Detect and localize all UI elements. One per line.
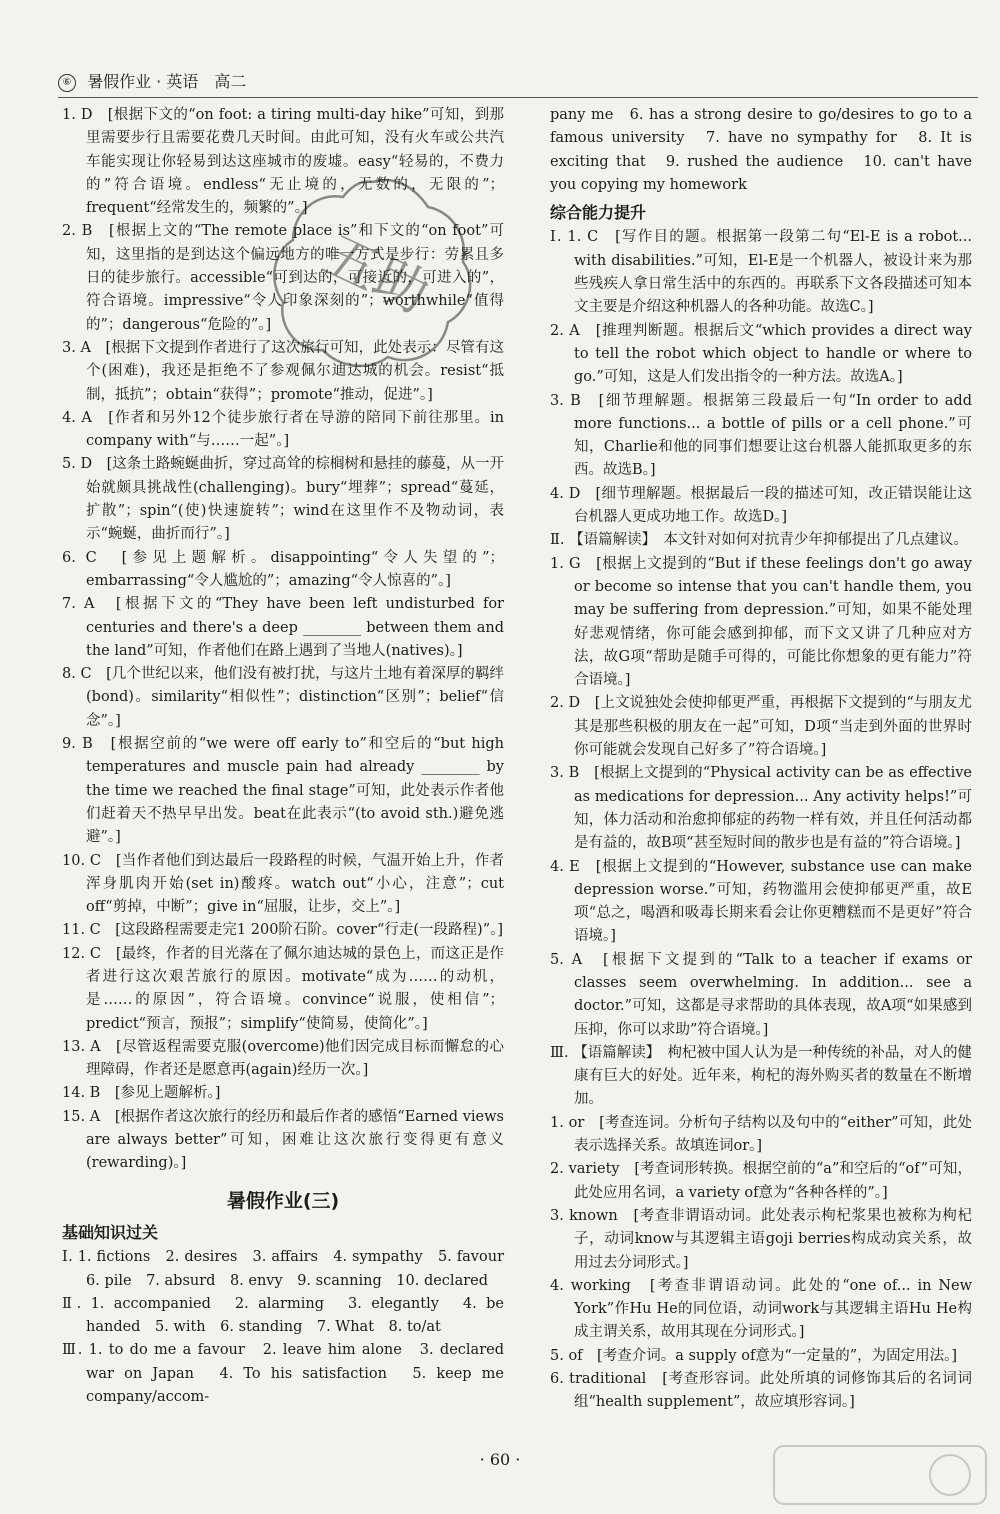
stamp-text: 五助 bbox=[314, 222, 439, 326]
answer-item: Ⅱ. 1. accompanied 2. alarming 3. elegantly 4. be handed 5. with 6. standing 7. What 8. to/at bbox=[62, 1295, 504, 1336]
answer-list-right bbox=[550, 226, 972, 1414]
answer-item: Ⅰ. 1. C [写作目的题。根据第一段第二句“El-E is a robot... with disabilities.”可知，El-E是一个机器人，被设计来为那些残疾人拿日常生活中的东西的。再联系下文各段描述可知本文主要是介绍这种机器人的各种功能。故选C。] bbox=[550, 229, 972, 316]
answer-item: 11. C [这段路程需要走完1 200阶石阶。cover“行走(一段路程)”。] bbox=[62, 922, 504, 939]
answer-list-left bbox=[62, 104, 504, 1176]
continued-answer: pany me 6. has a strong desire to go/desires to go to a famous university 7. have no sympathy for 8. It is exciting that 9. rushed the audience 10. can't have you copying my homework bbox=[550, 107, 972, 193]
answer-item: 12. C [最终，作者的目光落在了佩尔迪达城的景色上，而这正是作者进行这次艰苦旅行的原因。motivate“成为……的动机，是……的原因”，符合语境。convince“说服，使相信”；predict“预言，预报”；simplify“使简易，使简化”。] bbox=[62, 945, 504, 1032]
advanced-section-title: 综合能力提升 bbox=[550, 203, 647, 223]
answer-item: 4. E [根据上文提到的“However, substance use can make depression worse.”可知，药物滥用会使抑郁更严重，故E项“总之，喝酒和吸毒长期来看会让你更糟糕而不是更好”符合语境。] bbox=[550, 858, 972, 945]
answer-item: 5. A [根据下文提到的“Talk to a teacher if exams or classes seem overwhelming. In addition... see a doctor.”可知，这都是寻求帮助的具体表现，故A项“如果感到压抑，你可以求助”符合语境。] bbox=[550, 951, 972, 1038]
page-number: · 60 · bbox=[479, 1450, 521, 1469]
answer-item: 5. D [这条土路蜿蜒曲折，穿过高耸的棕榈树和悬挂的藤蔓，从一开始就颇具挑战性(challenging)。bury“埋葬”；spread“蔓延，扩散”；spin“(使)快速旋转”；wind在这里作不及物动词，表示“蜿蜒，曲折而行”。] bbox=[62, 456, 504, 543]
answer-item: 2. D [上文说独处会使抑郁更严重，再根据下文提到的“与朋友尤其是那些积极的朋友在一起”可知，D项“当走到外面的世界时你可能就会发现自己好多了”符合语境。] bbox=[550, 695, 972, 759]
right-column bbox=[550, 104, 972, 1415]
answer-item: 3. B [细节理解题。根据第三段最后一句“In order to add more functions... a bottle of pills or a cell phone.”可知，Charlie和他的同事们想要让这台机器人能抓取更多的东西。故选B。] bbox=[550, 392, 972, 479]
answer-item: Ⅲ. 【语篇解读】 枸杞被中国人认为是一种传统的补品，对人的健康有巨大的好处。近年来，枸杞的海外购买者的数量在不断增加。 bbox=[550, 1044, 972, 1108]
header-rule bbox=[58, 97, 978, 98]
answer-item: 5. of [考查介词。a supply of意为“一定量的”，为固定用法。] bbox=[550, 1347, 958, 1364]
answer-item: 2. B [根据上文的“The remote place is”和下文的“on foot”可知，这里指的是到达这个偏远地方的唯一方式是步行：劳累且多日的徒步旅行。accessible“可到达的，可接近的，可进入的”，符合语境。impressive“令人印象深刻的”；worthwhile“值得的”；dangerous“危险的”。] bbox=[62, 223, 504, 333]
answer-item: 9. B [根据空前的“we were off early to”和空后的“but high temperatures and muscle pain had already ________ by the time we reached the final stage”可知，此处表示作者他们赶着天不热早早出发。beat在此表示“(to avoid sth.)避免逃避”。] bbox=[62, 736, 504, 846]
answer-item: 3. A [根据下文提到作者进行了这次旅行可知，此处表示：尽管有这个(困难)，我还是拒绝不了参观佩尔迪达城的机会。resist“抵制，抵抗”；obtain“获得”；promote“推动，促进”。] bbox=[62, 339, 504, 403]
answer-item: 15. A [根据作者这次旅行的经历和最后作者的感悟“Earned views are always better”可知，困难让这次旅行变得更有意义(rewarding)。] bbox=[62, 1108, 504, 1172]
answer-item: 4. working [考查非谓语动词。此处的“one of... in New York”作Hu He的同位语，动词work与其逻辑主语Hu He构成主谓关系，故用其现在分词形式。] bbox=[550, 1277, 972, 1341]
answer-item: 13. A [尽管返程需要克服(overcome)他们因完成目标而懈怠的心理障碍，作者还是愿意再(again)经历一次。] bbox=[62, 1038, 504, 1079]
answer-item: Ⅰ. 1. fictions 2. desires 3. affairs 4. sympathy 5. favour 6. pile 7. absurd 8. envy 9. scanning 10. declared bbox=[62, 1249, 519, 1289]
basic-answer-list bbox=[62, 1246, 519, 1409]
book-logo-icon: ⑥ bbox=[58, 74, 76, 92]
answer-item: 2. variety [考查词形转换。根据空前的“a”和空后的“of”可知，此处应用名词，a variety of意为“各种各样的”。] bbox=[550, 1161, 972, 1201]
header-title: 暑假作业 · 英语 高二 bbox=[87, 72, 247, 91]
answer-item: 7. A [根据下文的“They have been left undisturbed for centuries and there's a deep ________ between them and the land”可知，作者他们在路上遇到了当地人(natives)。] bbox=[62, 596, 504, 659]
answer-item: 4. D [细节理解题。根据最后一段的描述可知，改正错误能让这台机器人更成功地工作。故选D。] bbox=[550, 485, 972, 526]
answer-item: 1. or [考查连词。分析句子结构以及句中的“either”可知，此处表示选择关系。故填连词or。] bbox=[550, 1114, 972, 1155]
answer-item: 3. known [考查非谓语动词。此处表示枸杞浆果也被称为枸杞子，动词know与其逻辑主语goji berries构成动宾关系，故用过去分词形式。] bbox=[550, 1207, 972, 1271]
answer-item: 3. B [根据上文提到的“Physical activity can be as effective as medications for depression... Any activity helps!”可知，体力活动和治愈抑郁症的药物一样有效，并且任何活动都是有益的，故B项“甚至短时间的散步也是有益的”符合语境。] bbox=[550, 765, 972, 852]
left-column bbox=[62, 104, 519, 1409]
page-header bbox=[58, 70, 958, 98]
answer-item: 6. C [参见上题解析。disappointing“令人失望的”；embarrassing“令人尴尬的”；amazing“令人惊喜的”。] bbox=[62, 549, 504, 589]
answer-item: Ⅱ. 【语篇解读】 本文针对如何对抗青少年抑郁提出了几点建议。 bbox=[550, 532, 968, 549]
answer-item: 10. C [当作者他们到达最后一段路程的时候，气温开始上升，作者浑身肌肉开始(set in)酸疼。watch out“小心，注意”；cut off“剪掉，中断”；give in“屈服，让步，交上”。] bbox=[62, 852, 504, 916]
answer-item: 8. C [几个世纪以来，他们没有被打扰，与这片土地有着深厚的羁绊(bond)。similarity“相似性”；distinction“区别”；belief“信念”。] bbox=[62, 666, 504, 729]
answer-item: 1. G [根据上文提到的“But if these feelings don't go away or become so intense that you can't handle them, you may be suffering from depression.”可知，如果不能处理好悲观情绪，你可能会感到抑郁，而下文又讲了几种应对方法，故G项“帮助是随手可得的，可能比你想象的更有能力”符合语境。] bbox=[550, 555, 972, 689]
site-logo-watermark bbox=[770, 1440, 990, 1510]
assignment-title: 暑假作业(三) bbox=[226, 1189, 340, 1212]
answer-item: Ⅲ. 1. to do me a favour 2. leave him alone 3. declared war on Japan 4. To his satisfaction 5. keep me company/accom- bbox=[62, 1342, 504, 1406]
answer-item: 6. traditional [考查形容词。此处所填的词修饰其后的名词词组“health supplement”，故应填形容词。] bbox=[550, 1371, 972, 1411]
answer-item: 14. B [参见上题解析。] bbox=[62, 1085, 221, 1102]
basic-section-title: 基础知识过关 bbox=[62, 1222, 159, 1242]
answer-item: 2. A [推理判断题。根据后文“which provides a direct way to tell the robot which object to handle or where to go.”可知，这是人们发出指令的一种方法。故选A。] bbox=[550, 322, 972, 386]
answer-item: 4. A [作者和另外12个徒步旅行者在导游的陪同下前往那里。in company with“与……一起”。] bbox=[62, 409, 504, 450]
answer-item: 1. D [根据下文的“on foot: a tiring multi-day hike”可知，到那里需要步行且需要花费几天时间。由此可知，没有火车或公共汽车能实现让你轻易到达这座城市的废墟。easy“轻易的，不费力的”符合语境。endless“无止境的，无数的，无限的”；frequent“经常发生的，频繁的”。] bbox=[62, 107, 504, 217]
